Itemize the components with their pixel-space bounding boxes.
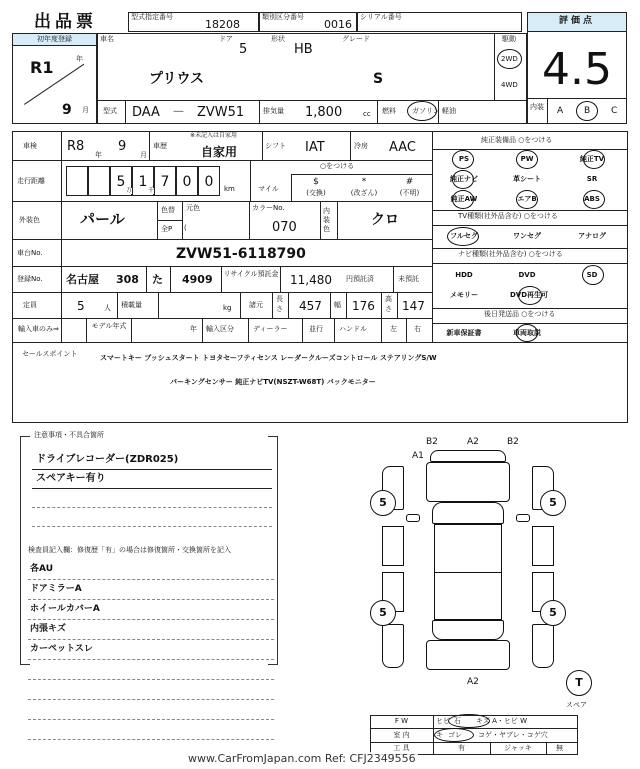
tire-front-right: 5	[549, 496, 557, 509]
mileage-opt3-sym: #	[405, 177, 414, 187]
chassis-no: ZVW51-6118790	[176, 246, 306, 262]
capacity: 5	[77, 299, 85, 313]
chassis-label: 車台No.	[17, 249, 43, 257]
note-item-1: ドライブレコーダー(ZDR025)	[36, 454, 179, 465]
mileage-label: 走行距離	[17, 177, 45, 185]
equip-ps-circle	[452, 150, 474, 169]
equip-pw-circle	[516, 150, 538, 169]
height: 147	[402, 299, 425, 313]
model-no-label: 型式指定番号	[131, 13, 173, 21]
mark-a1: A1	[412, 451, 424, 461]
history-note: ※未記入は自家用	[190, 132, 238, 139]
equip-abs: ABS	[584, 195, 600, 203]
color-no: 070	[272, 220, 297, 235]
navi-dvd-play: DVD再生可	[509, 291, 549, 299]
interior-grade-circle	[576, 101, 598, 121]
load-unit: kg	[223, 304, 232, 312]
inspector-item-3: ホイールカバーA	[30, 604, 100, 614]
equip-ps: PS	[458, 155, 470, 163]
legend-fw-circ2: 石	[454, 717, 461, 725]
mark-a2-top: A2	[467, 437, 479, 447]
tire-front-left: 5	[379, 496, 387, 509]
legend-jack-no: 無	[556, 744, 563, 752]
width-label: 幅	[334, 301, 341, 309]
handle-label: ハンドル	[339, 325, 367, 333]
equip-aw-circle	[452, 190, 474, 209]
after-warranty: 新車保証書	[446, 329, 482, 337]
navi-header: ナビ種類(社外品含む) ○をつける	[458, 250, 563, 258]
after-manual-circle	[516, 324, 538, 342]
type-code: ZVW51	[197, 105, 245, 120]
ac-label: 冷房	[354, 142, 368, 150]
legend-jack-label: ジャッキ	[504, 744, 532, 752]
inspector-item-1: 各AU	[30, 564, 53, 574]
grade-label: グレード	[342, 35, 370, 43]
score-value: 4.5	[542, 44, 612, 95]
inspector-item-5: カーペットスレ	[30, 644, 93, 654]
equip-aw: 純正AW	[450, 195, 478, 203]
navi-memory: メモリー	[450, 291, 478, 299]
km-unit: km	[224, 185, 235, 193]
tv-analog: アナログ	[578, 232, 606, 240]
length-label: 長さ	[276, 295, 283, 313]
inspector-label: 検査員記入欄：修復歴「有」の場合は修復箇所・交換箇所を記入	[28, 546, 231, 554]
color-no-label: カラーNo.	[252, 204, 285, 212]
mileage-digit-5: 7	[160, 174, 170, 190]
fuel-label: 燃料	[382, 107, 396, 115]
tire-rear-left: 5	[379, 606, 387, 619]
mark-a2-rear: A2	[467, 677, 479, 687]
color-label: 外装色	[19, 216, 40, 224]
legend-int-circ1: キ	[436, 731, 443, 739]
handle-left: 左	[390, 325, 397, 333]
mileage-opt3-desc: (不明)	[399, 189, 420, 197]
mark-b2-left: B2	[426, 437, 438, 447]
form-title: 出品票	[34, 12, 97, 32]
interior-color: クロ	[371, 212, 399, 228]
history-label: 車歴	[153, 142, 167, 150]
diesel-label: 軽油	[442, 107, 456, 115]
plate-number: 4909	[182, 273, 213, 286]
score-label: 評価点	[558, 16, 595, 26]
tv-fullseg: フルセグ	[450, 232, 478, 240]
plate-kana: た	[152, 273, 163, 286]
import-type-label: 輸入区分	[206, 325, 234, 333]
drive-2wd-circle	[497, 49, 522, 69]
inspector-item-2: ドアミラーA	[30, 584, 82, 594]
import-parallel: 並行	[309, 325, 323, 333]
first-reg-month: 9	[62, 102, 72, 118]
car-grade: S	[373, 71, 384, 87]
equip-pw: PW	[520, 155, 534, 163]
car-name-label: 車名	[100, 35, 114, 43]
inspector-item-4: 内張キズ	[30, 624, 66, 634]
tv-fullseg-circle	[447, 227, 479, 246]
legend-tools-yes: 有	[458, 744, 465, 752]
equip-leather: 革シート	[513, 175, 541, 183]
import-dealer: ディーラー	[253, 325, 288, 333]
plate-area: 名古屋	[66, 273, 99, 286]
mileage-digit-3: 5	[116, 174, 126, 190]
navi-dvd-play-circle	[518, 286, 542, 305]
navi-sd: SD	[586, 271, 598, 279]
legend-tools-label: 工 具	[393, 744, 410, 752]
spare-tire-mark: T	[575, 676, 583, 689]
color-change-label: 色替	[161, 206, 175, 214]
shaken-nen: 年	[95, 151, 102, 159]
plate-label: 登録No.	[17, 275, 43, 283]
after-manual: 車両取説	[513, 329, 541, 337]
equip-navi-circle	[452, 170, 474, 189]
after-header: 後日発送品 ○をつける	[484, 310, 556, 318]
equip-sr: SR	[586, 175, 598, 183]
model-year-unit: 年	[190, 325, 197, 333]
length: 457	[299, 299, 322, 313]
legend-int-circle	[434, 728, 474, 742]
interior-grade-a: A	[557, 106, 564, 116]
spare-label: スペア	[566, 701, 587, 709]
color-value: パール	[80, 210, 125, 228]
equip-navi: 純正ナビ	[450, 175, 478, 183]
capacity-label: 定員	[23, 301, 37, 309]
class-no: 0016	[324, 18, 352, 31]
selling-points-line2: パーキングセンサー 純正ナビTV(NSZT-W68T) バックモニター	[170, 378, 376, 386]
type-label: 型式	[103, 107, 117, 115]
fuel-circle	[407, 101, 437, 121]
ac-value: AAC	[389, 140, 416, 155]
plate-class: 308	[116, 273, 139, 286]
watermark: www.CarFromJapan.com Ref: CFJ2349556	[188, 752, 416, 765]
shaken-gatsu: 月	[140, 151, 147, 159]
history-value: 自家用	[201, 145, 238, 159]
height-label: 高さ	[385, 295, 392, 313]
displacement-label: 排気量	[263, 107, 284, 115]
interior-grade-c: C	[611, 106, 618, 116]
mileage-opt2-sym: *	[361, 177, 367, 187]
mileage-opt1-desc: (交換)	[306, 189, 326, 197]
drive-2wd: 2WD	[501, 55, 518, 63]
color-full-label: 全P	[161, 225, 173, 233]
body-shape: HB	[294, 42, 313, 57]
interior-color-label: 内装色	[323, 207, 330, 233]
legend-int-circ2: ゴレ	[448, 731, 462, 739]
interior-grade-b: B	[584, 106, 591, 116]
car-name: プリウス	[149, 71, 205, 87]
mileage-digits	[66, 166, 246, 196]
mileage-digit-4: 1	[138, 174, 148, 190]
notes-label: 注意事項・不具合箇所	[34, 431, 104, 439]
door-count: 5	[239, 42, 248, 57]
model-year-label: モデル年式	[91, 322, 127, 330]
original-color-paren: (	[184, 224, 187, 232]
tv-header: TV種類(社外品含む) ○をつける	[458, 212, 558, 220]
mark-b2-right: B2	[507, 437, 519, 447]
legend-interior-label: 室 内	[393, 731, 410, 739]
recycle-status: 円預託済	[346, 275, 374, 283]
mileage-digit-7: 0	[204, 174, 214, 190]
width: 176	[352, 299, 375, 313]
equip-airbag-circle	[516, 190, 538, 209]
door-label: ドア	[219, 35, 233, 43]
legend-fw-desc: キズ A・ヒビ W	[476, 717, 528, 725]
navi-hdd: HDD	[455, 271, 473, 279]
type-dash: －	[172, 105, 186, 120]
tire-rear-right: 5	[549, 606, 557, 619]
legend-fw-circ1: ヒビ	[436, 717, 450, 725]
navi-sd-circle	[582, 265, 604, 285]
drive-4wd: 4WD	[501, 81, 518, 89]
year-unit: 年	[76, 55, 83, 63]
mileage-digit-6: 0	[182, 174, 192, 190]
legend-fw-label: F W	[394, 717, 409, 725]
shift-label: シフト	[265, 142, 286, 150]
fuel-gasoline: ガソリン	[412, 107, 440, 115]
load-label: 積載量	[121, 301, 142, 309]
shift-value: IAT	[305, 140, 325, 155]
class-no-label: 類別区分番号	[262, 13, 304, 21]
legend-fw-circle	[448, 714, 490, 728]
selling-points-label: セールスポイント	[22, 350, 78, 358]
legend-interior-desc: コゲ・ヤブレ・コゲ穴	[478, 731, 548, 739]
first-reg-year: R1	[30, 58, 54, 77]
mileage-circle-note: ○をつける	[320, 162, 355, 170]
unit-man: 万	[126, 187, 133, 194]
shaken-label: 車検	[23, 142, 37, 150]
equipment-header: 純正装備品 ○をつける	[481, 136, 553, 144]
recycle-amount: 11,480	[290, 273, 332, 287]
spec-label: 諸元	[249, 301, 263, 309]
equip-tv-circle	[583, 150, 605, 169]
interior-grade-label: 内装	[530, 103, 544, 111]
first-reg-label: 初年度登録	[37, 35, 72, 43]
mileage-opt1-sym: $	[313, 177, 319, 187]
month-unit: 月	[82, 106, 89, 114]
note-item-2: スペアキー有り	[36, 473, 106, 484]
recycle-unpaid: 未預託	[398, 275, 419, 283]
car-damage-diagram	[372, 436, 562, 692]
original-color-label: 元色	[186, 204, 200, 212]
recycle-label: リサイクル預託金	[223, 270, 279, 278]
equip-tv: 純正TV	[579, 155, 605, 163]
selling-points-line1: スマートキー プッシュスタート トヨタセーフティセンス レーダークルーズコントロール ステアリングS/W	[100, 354, 437, 362]
mile-label: マイル	[258, 185, 279, 193]
import-label: 輸入車のみ⇒	[18, 325, 59, 333]
equip-airbag: エアB	[517, 195, 537, 203]
model-no: 18208	[205, 18, 240, 31]
shaken-month: 9	[118, 139, 127, 154]
tv-oneseg: ワンセグ	[513, 232, 541, 240]
navi-dvd: DVD	[518, 271, 536, 279]
equip-abs-circle	[583, 190, 605, 209]
drive-label: 駆動	[502, 35, 516, 43]
displacement: 1,800	[305, 105, 343, 120]
unit-sen: 千	[148, 187, 155, 194]
handle-right: 右	[414, 325, 421, 333]
shaken-year: R8	[67, 139, 85, 154]
type-prefix: DAA	[132, 105, 160, 120]
serial-label: シリアル番号	[360, 13, 402, 21]
cc-unit: cc	[363, 110, 371, 118]
shape-label: 形状	[271, 35, 285, 43]
capacity-unit: 人	[104, 304, 111, 312]
mileage-opt2-desc: (改ざん)	[350, 189, 378, 197]
